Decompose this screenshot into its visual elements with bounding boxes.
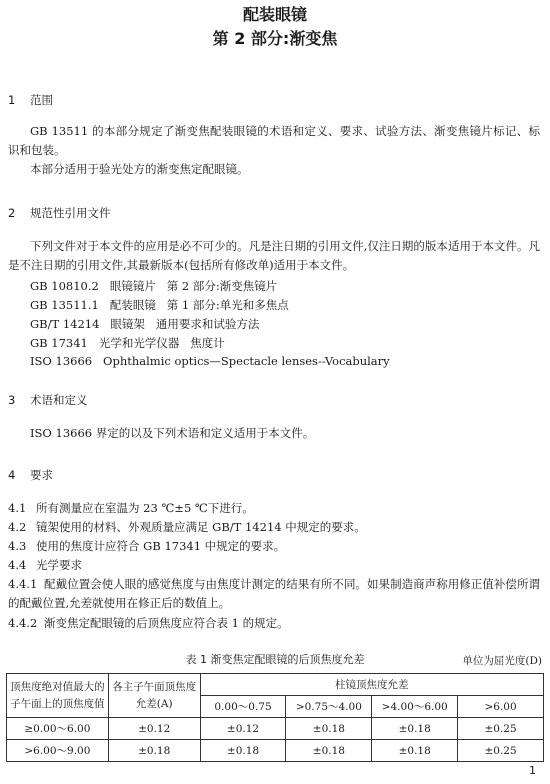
item-number: 4.2 (8, 520, 27, 534)
table-row (7, 740, 544, 762)
item-text: 所有测量应在室温为 23 ℃±5 ℃下进行。 (36, 501, 254, 515)
table-cell: ±0.18 (286, 718, 372, 740)
table-header-row (7, 674, 544, 696)
section-number: 1 (8, 93, 16, 107)
header-group-cell: 柱镜顶焦度允差 (200, 674, 543, 696)
section-number: 2 (8, 206, 16, 220)
document-subtitle: 第 2 部分:渐变焦 (212, 29, 338, 48)
table-cell: ±0.18 (372, 718, 458, 740)
section-title: 要求 (30, 468, 53, 482)
table-cell: ≥0.00～6.00 (7, 718, 109, 740)
req-item-4-3 (8, 537, 540, 556)
item-number: 4.4.2 (8, 616, 38, 630)
section-3-heading (8, 392, 88, 408)
section-number: 4 (8, 468, 16, 482)
item-number: 4.4 (8, 558, 27, 572)
subheader-cell: >4.00～6.00 (372, 696, 458, 718)
item-text: 配戴位置会使人眼的感觉焦度与由焦度计测定的结果有所不同。如果制造商声称用修正值补偿所谓的配戴位置,允差就使用在修正后的数值上。 (8, 577, 540, 610)
item-number: 4.1 (8, 501, 27, 515)
subheader-cell: >6.00 (458, 696, 544, 718)
table-cell: ±0.25 (458, 718, 544, 740)
section-2-heading (8, 205, 111, 221)
table-caption: 表 1 渐变焦定配眼镜的后顶焦度允差 (185, 653, 365, 666)
req-item-4-4-1 (8, 575, 540, 613)
table-cell: ±0.25 (458, 740, 544, 762)
tolerance-table (6, 673, 544, 762)
refs-intro-paragraph: 下列文件对于本文件的应用是必不可少的。凡是注日期的引用文件,仅注日期的版本适用于本文件。凡是不注日期的引用文件,其最新版本(包括所有修改单)适用于本文件。 (8, 239, 540, 272)
document-title: 配装眼镜 (242, 5, 307, 24)
subheader-cell: >0.75～4.00 (286, 696, 372, 718)
item-text: 渐变焦定配眼镜的后顶焦度应符合表 1 的规定。 (44, 616, 289, 630)
item-number: 4.3 (8, 539, 27, 553)
table-cell: ±0.12 (108, 718, 200, 740)
table-cell: ±0.18 (108, 740, 200, 762)
item-text: 光学要求 (36, 558, 82, 572)
header-cell: 各主子午面顶焦度允差(A) (108, 674, 200, 718)
ref-item: GB 10810.2 眼镜镜片 第 2 部分:渐变焦镜片 (30, 279, 278, 293)
item-number: 4.4.1 (8, 577, 38, 591)
table-cell: ±0.18 (286, 740, 372, 762)
ref-item: GB 13511.1 配装眼镜 第 1 部分:单光和多焦点 (30, 298, 289, 312)
table-cell: ±0.12 (200, 718, 286, 740)
section-number: 3 (8, 393, 16, 407)
req-item-4-2 (8, 518, 540, 537)
header-cell: 顶焦度绝对值最大的子午面上的顶焦度值 (7, 674, 109, 718)
table-cell: >6.00～9.00 (7, 740, 109, 762)
section-1-heading (8, 92, 53, 108)
req-item-4-1 (8, 499, 540, 518)
scope-paragraph-1: GB 13511 的本部分规定了渐变焦配装眼镜的术语和定义、要求、试验方法、渐变焦镜片标记、标识和包装。 (8, 124, 540, 157)
ref-item: GB/T 14214 眼镜架 通用要求和试验方法 (30, 317, 260, 331)
ref-item: ISO 13666 Ophthalmic optics—Spectacle lenses--Vocabulary (30, 354, 390, 368)
subheader-cell: 0.00～0.75 (200, 696, 286, 718)
table-unit: 单位为屈光度(D) (462, 655, 542, 667)
terms-paragraph: ISO 13666 界定的以及下列术语和定义适用于本文件。 (30, 426, 315, 440)
table-row (7, 718, 544, 740)
ref-item: GB 17341 光学和光学仪器 焦度计 (30, 336, 225, 350)
scope-paragraph-2: 本部分适用于验光处方的渐变焦定配眼镜。 (30, 162, 249, 176)
table-cell: ±0.18 (200, 740, 286, 762)
section-4-heading (8, 467, 53, 483)
section-title: 范围 (30, 93, 53, 107)
req-item-4-4-2 (8, 614, 540, 633)
item-text: 使用的焦度计应符合 GB 17341 中规定的要求。 (36, 539, 286, 553)
item-text: 镜架使用的材料、外观质量应满足 GB/T 14214 中规定的要求。 (36, 520, 366, 534)
section-title: 规范性引用文件 (30, 206, 111, 220)
req-item-4-4 (8, 556, 540, 575)
section-title: 术语和定义 (30, 393, 88, 407)
table-cell: ±0.18 (372, 740, 458, 762)
page-number: 1 (529, 764, 536, 777)
